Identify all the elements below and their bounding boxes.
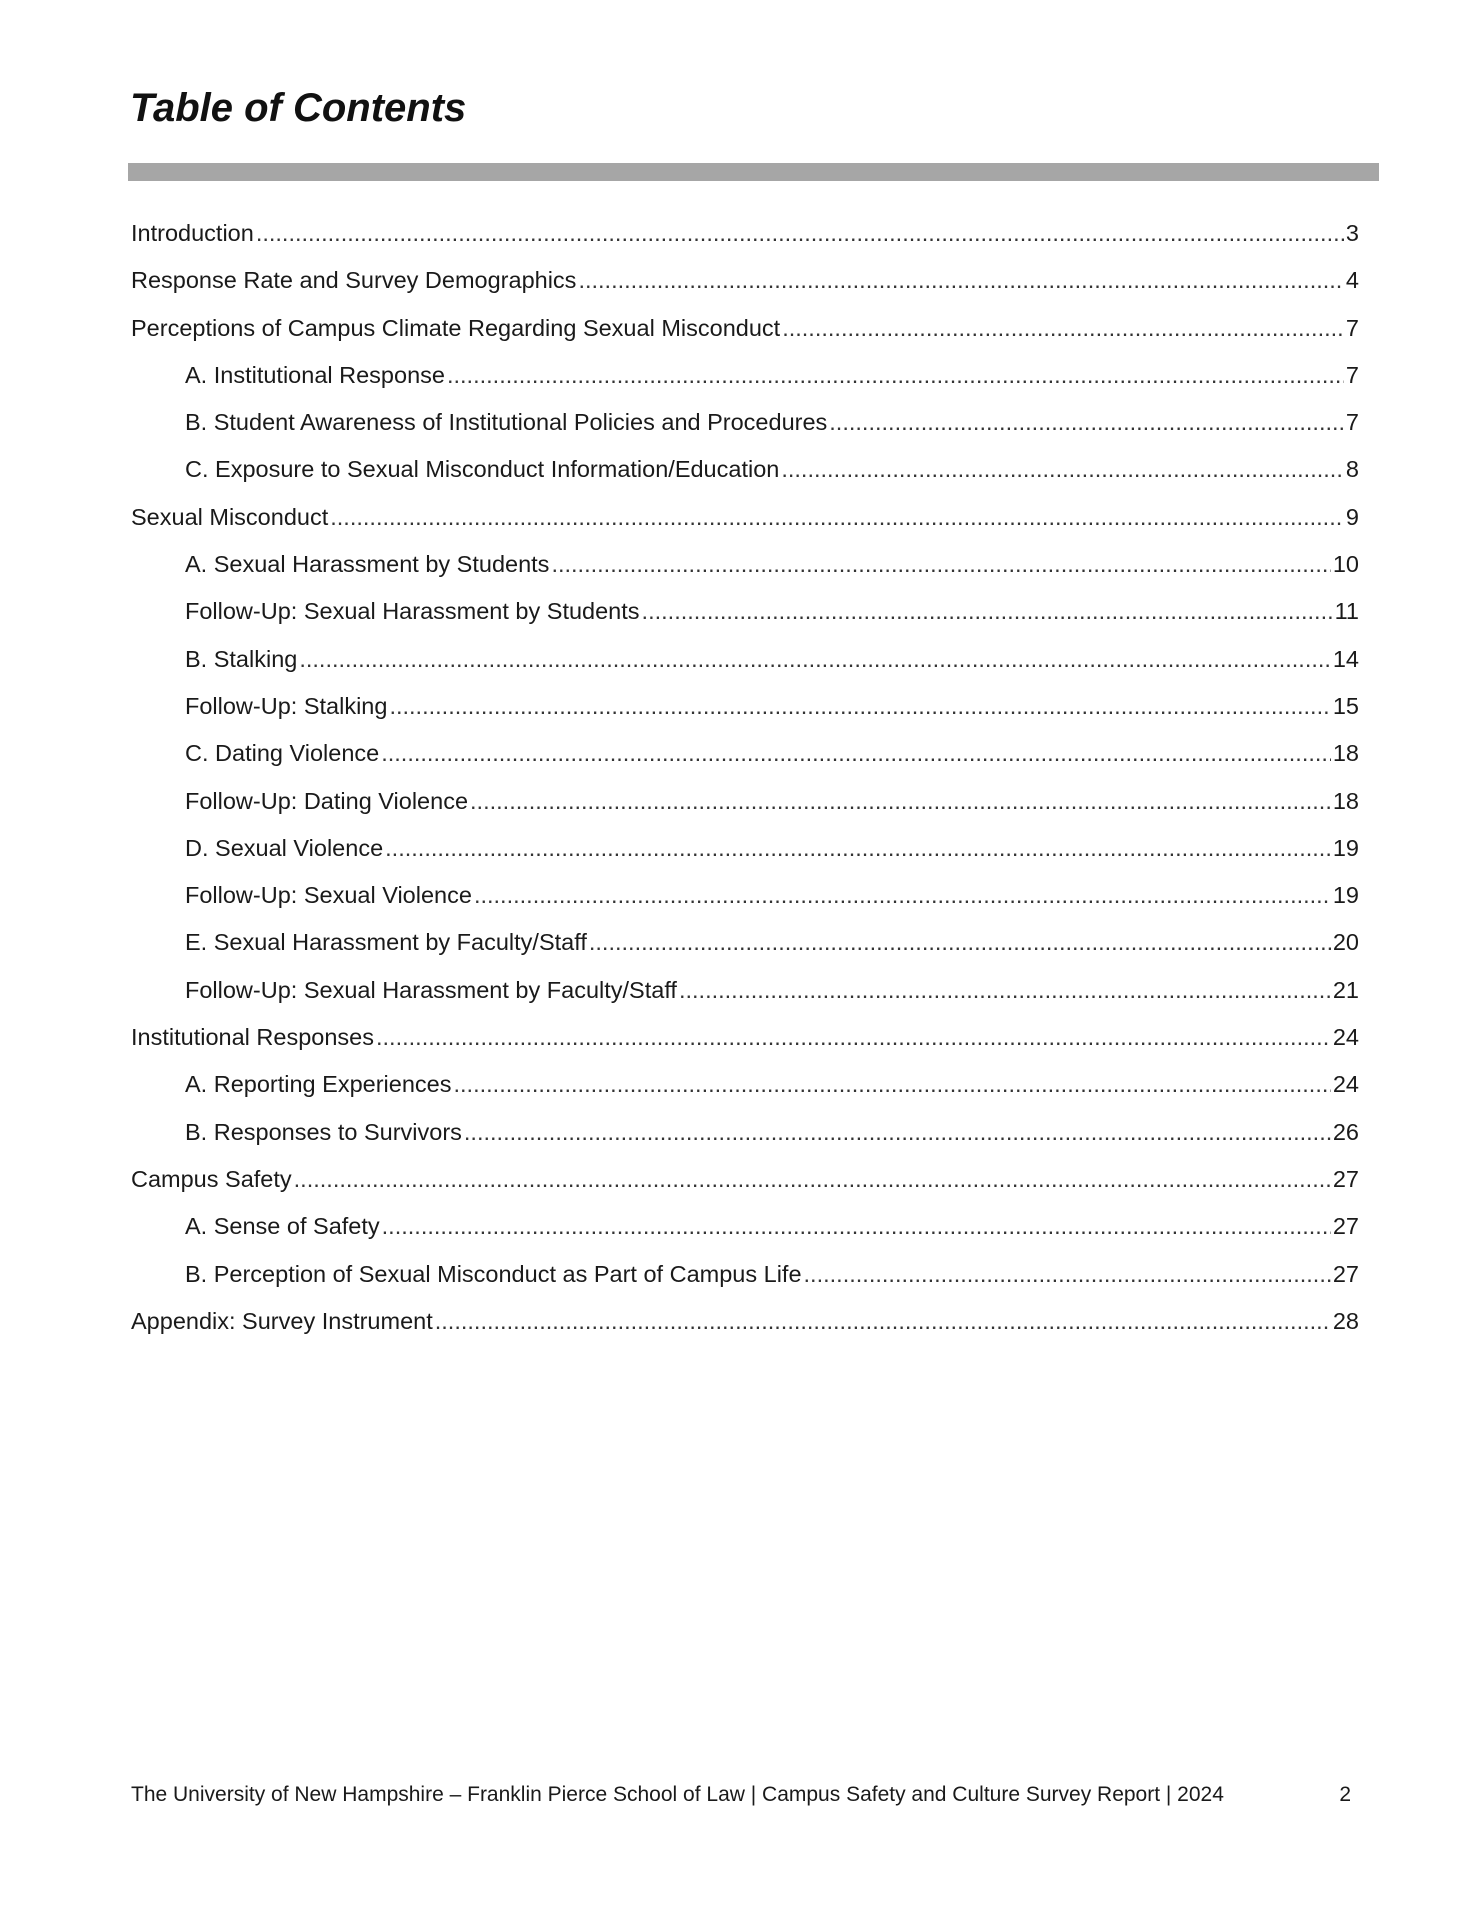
toc-leader-dots: [804, 1259, 1331, 1289]
toc-entry-label: Response Rate and Survey Demographics: [131, 267, 577, 294]
toc-entry[interactable]: [131, 927, 1359, 974]
toc-entry[interactable]: [131, 596, 1359, 643]
toc-entry-label: D. Sexual Violence: [185, 834, 384, 861]
toc-entry-label: C. Dating Violence: [185, 740, 380, 767]
toc-entry-page: 21: [1332, 976, 1359, 1003]
toc-entry-label: Follow-Up: Dating Violence: [185, 787, 469, 814]
toc-entry-page: 9: [1345, 503, 1359, 530]
toc-leader-dots: [589, 927, 1331, 957]
toc-entry-label: E. Sexual Harassment by Faculty/Staff: [185, 929, 587, 956]
toc-entry-label: Introduction: [131, 220, 254, 246]
toc-entry-label: B. Responses to Survivors: [185, 1118, 462, 1145]
toc-entry-page: 27: [1332, 1165, 1359, 1192]
toc-entry[interactable]: [131, 1022, 1359, 1069]
toc-entry-label: Appendix: Survey Instrument: [131, 1307, 433, 1334]
toc-entry-page: 10: [1332, 551, 1359, 578]
toc-leader-dots: [453, 1069, 1330, 1099]
toc-entry-label: Follow-Up: Stalking: [185, 692, 388, 719]
page-title: Table of Contents: [130, 86, 467, 130]
toc-leader-dots: [256, 218, 1344, 248]
page-footer: [131, 1780, 1361, 1810]
toc-entry[interactable]: [131, 1211, 1359, 1258]
toc-entry[interactable]: [131, 644, 1359, 691]
toc-entry-page: 7: [1345, 409, 1359, 436]
toc-entry-page: 11: [1334, 598, 1359, 625]
toc-entry[interactable]: [131, 975, 1359, 1022]
toc-leader-dots: [474, 880, 1331, 910]
toc-entry-label: Institutional Responses: [131, 1024, 374, 1051]
toc-entry-label: C. Exposure to Sexual Misconduct Information/Education: [185, 456, 780, 483]
toc-entry-page: 7: [1345, 361, 1359, 388]
toc-entry-page: 20: [1332, 929, 1359, 956]
toc-entry-page: 24: [1332, 1071, 1359, 1098]
toc-entry-page: 14: [1332, 645, 1359, 672]
toc-entry-label: A. Sexual Harassment by Students: [185, 551, 550, 578]
toc-leader-dots: [464, 1117, 1331, 1147]
toc-entry[interactable]: [131, 265, 1359, 312]
toc-entry-label: Perceptions of Campus Climate Regarding Sexual Misconduct: [131, 314, 781, 341]
toc-leader-dots: [829, 407, 1344, 437]
toc-entry[interactable]: [131, 738, 1359, 785]
toc-entry[interactable]: [131, 691, 1359, 738]
toc-entry[interactable]: [131, 1164, 1359, 1211]
toc-leader-dots: [299, 644, 1331, 674]
toc-leader-dots: [435, 1306, 1331, 1336]
toc-leader-dots: [385, 833, 1331, 863]
toc-entry-page: 19: [1332, 834, 1359, 861]
toc-leader-dots: [389, 691, 1330, 721]
toc-leader-dots: [781, 454, 1344, 484]
toc-leader-dots: [782, 313, 1344, 343]
toc-entry[interactable]: [131, 1306, 1359, 1353]
toc-entry-label: Follow-Up: Sexual Harassment by Faculty/Staff: [185, 976, 677, 1003]
toc-leader-dots: [470, 786, 1331, 816]
toc-leader-dots: [381, 738, 1331, 768]
toc-entry-label: Follow-Up: Sexual Harassment by Students: [185, 598, 640, 625]
toc-entry[interactable]: [131, 218, 1359, 265]
toc-entry[interactable]: [131, 786, 1359, 833]
toc-leader-dots: [551, 549, 1330, 579]
toc-entry-label: A. Reporting Experiences: [185, 1071, 452, 1098]
toc-entry-page: 26: [1332, 1118, 1359, 1145]
toc-entry-page: 18: [1332, 740, 1359, 767]
toc-entry-label: B. Student Awareness of Institutional Policies and Procedures: [185, 409, 828, 436]
toc-entry-page: 8: [1345, 456, 1359, 483]
toc-entry-page: 3: [1345, 220, 1359, 246]
toc-entry-page: 19: [1332, 882, 1359, 909]
toc-entry[interactable]: [131, 833, 1359, 880]
toc-entry-label: Campus Safety: [131, 1165, 292, 1192]
toc-entry-page: 24: [1332, 1024, 1359, 1051]
toc-entry-label: Follow-Up: Sexual Violence: [185, 882, 472, 909]
toc-entry-page: 27: [1332, 1260, 1359, 1287]
toc-leader-dots: [679, 975, 1331, 1005]
toc-entry[interactable]: [131, 502, 1359, 549]
toc-entry-label: A. Institutional Response: [185, 361, 445, 388]
toc-entry[interactable]: [131, 1259, 1359, 1306]
toc-entry-label: B. Stalking: [185, 645, 298, 672]
toc-leader-dots: [294, 1164, 1331, 1194]
toc-entry[interactable]: [131, 549, 1359, 596]
toc-leader-dots: [642, 596, 1333, 626]
toc-entry-label: Sexual Misconduct: [131, 503, 329, 530]
toc-entry-page: 27: [1332, 1213, 1359, 1240]
footer-text: The University of New Hampshire – Franklin Pierce School of Law | Campus Safety and Culture Survey Report | 2024: [131, 1783, 1224, 1806]
toc-leader-dots: [330, 502, 1344, 532]
table-of-contents: [131, 218, 1359, 1353]
toc-entry-page: 15: [1332, 692, 1359, 719]
title-rule: [128, 163, 1379, 181]
toc-entry-page: 28: [1332, 1307, 1359, 1334]
footer-page-number: 2: [1339, 1783, 1351, 1806]
toc-entry[interactable]: [131, 1117, 1359, 1164]
toc-entry-label: B. Perception of Sexual Misconduct as Part of Campus Life: [185, 1260, 802, 1287]
toc-entry[interactable]: [131, 1069, 1359, 1116]
toc-entry-page: 7: [1345, 314, 1359, 341]
toc-entry[interactable]: [131, 360, 1359, 407]
toc-leader-dots: [447, 360, 1344, 390]
toc-entry-label: A. Sense of Safety: [185, 1213, 380, 1240]
toc-leader-dots: [376, 1022, 1331, 1052]
toc-entry[interactable]: [131, 407, 1359, 454]
toc-entry-page: 18: [1332, 787, 1359, 814]
toc-entry[interactable]: [131, 880, 1359, 927]
toc-entry[interactable]: [131, 313, 1359, 360]
toc-entry[interactable]: [131, 454, 1359, 501]
toc-entry-page: 4: [1345, 267, 1359, 294]
toc-leader-dots: [578, 265, 1343, 295]
toc-leader-dots: [382, 1211, 1331, 1241]
